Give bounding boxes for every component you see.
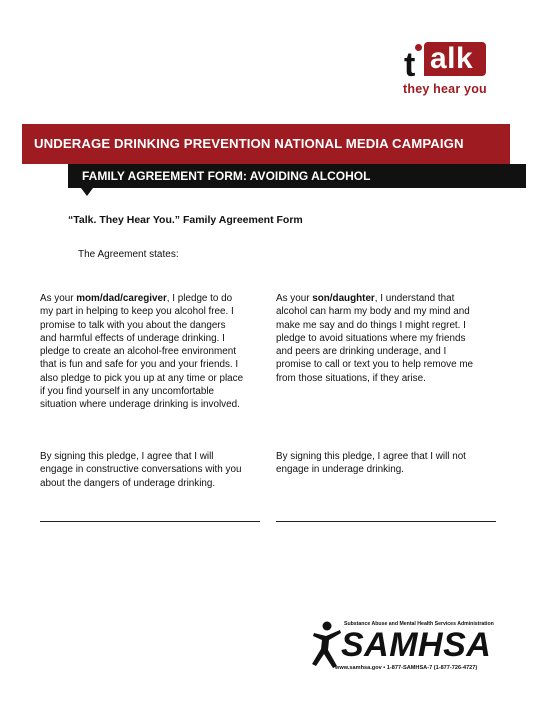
parent-pledge-line: and harmful effects of underage drinking. I (40, 332, 225, 344)
samhsa-contact: www.samhsa.gov • 1-877-SAMHSA-7 (1-877-726-4727) (335, 665, 478, 671)
parent-pledge-line: situation where underage drinking is involved. (40, 399, 240, 411)
child-pledge-line: from those situations, if they arise. (276, 372, 426, 384)
samhsa-figure-icon (310, 620, 344, 670)
campaign-title: UNDERAGE DRINKING PREVENTION NATIONAL MEDIA CAMPAIGN (34, 136, 464, 151)
form-banner-title: FAMILY AGREEMENT FORM: AVOIDING ALCOHOL (82, 169, 371, 183)
parent-signing-line: about the dangers of underage drinking. (40, 477, 216, 489)
parent-pledge-line: promise to talk with you about the dangers (40, 319, 226, 331)
child-pledge-line: alcohol can harm my body and my mind and (276, 306, 470, 318)
logo-text-alk: alk (430, 42, 474, 75)
parent-pledge-line: that is fun and safe for you and your friends. I (40, 359, 239, 371)
talk-they-hear-you-logo (404, 42, 494, 82)
logo-dot (415, 44, 422, 51)
campaign-banner (22, 124, 510, 164)
child-role: son/daughter (312, 293, 375, 304)
logo-red-box (424, 42, 486, 76)
form-banner (68, 164, 526, 188)
banner-pointer (81, 188, 93, 196)
child-pledge-line: promise to call or text you to help remove me (276, 359, 474, 371)
parent-signature-line[interactable] (40, 521, 260, 522)
parent-role: mom/dad/caregiver (76, 293, 167, 304)
child-pledge-line: and peers are drinking underage, and I (276, 346, 447, 358)
form-title: “Talk. They Hear You.” Family Agreement Form (68, 214, 303, 226)
samhsa-agency-name: Substance Abuse and Mental Health Services Administration (344, 621, 494, 627)
parent-signing-statement (40, 450, 241, 490)
child-signing-line: By signing this pledge, I agree that I will not (276, 451, 466, 462)
child-signature-line[interactable] (276, 521, 496, 522)
logo-tagline: they hear you (403, 82, 487, 96)
parent-pledge-line: pledge to create an alcohol-free environment (40, 346, 236, 358)
parent-pledge-line: if you find yourself in any uncomfortable (40, 386, 215, 398)
parent-pledge (40, 292, 243, 412)
child-pledge (276, 292, 473, 385)
samhsa-wordmark: SAMHSA (341, 626, 492, 664)
child-signing-statement (276, 450, 466, 477)
agreement-intro: The Agreement states: (78, 249, 179, 260)
parent-signing-line: engage in constructive conversations with you (40, 464, 242, 476)
logo-letter-t: t (404, 46, 416, 84)
child-pledge-line: pledge to avoid situations where my friends (276, 332, 466, 344)
parent-pledge-line: also pledge to pick you up at any time or place (40, 372, 244, 384)
child-pledge-line: make me say and do things I might regret. I (276, 319, 466, 331)
child-pledge-first-line: As your son/daughter, I understand that (276, 293, 455, 304)
parent-signing-line: By signing this pledge, I agree that I will (40, 451, 214, 462)
parent-pledge-first-line: As your mom/dad/caregiver, I pledge to do (40, 293, 233, 304)
child-signing-line: engage in underage drinking. (276, 464, 404, 476)
parent-pledge-line: my part in helping to keep you alcohol free. I (40, 306, 234, 318)
